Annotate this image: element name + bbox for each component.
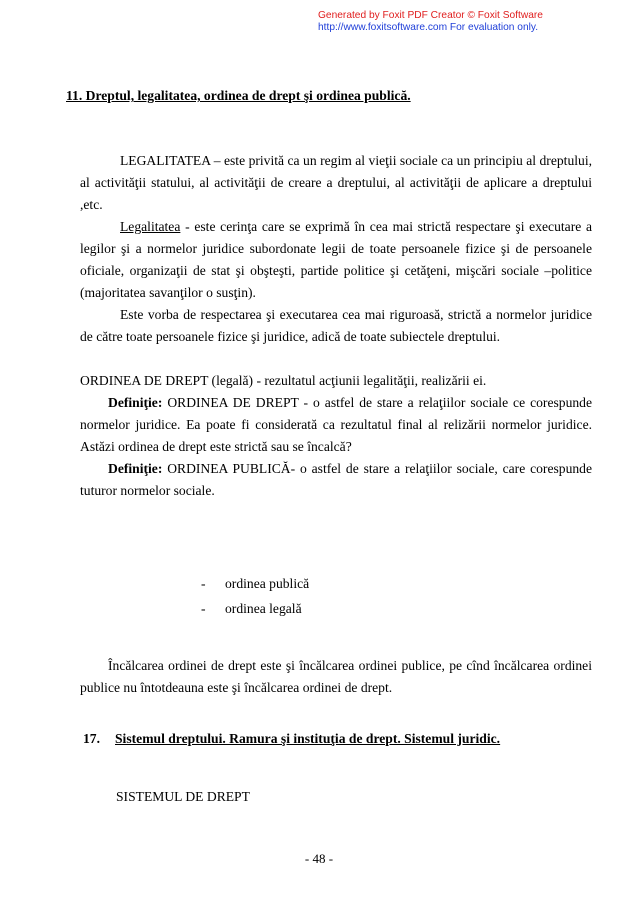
definition-label: Definiţie: xyxy=(108,395,163,410)
paragraph-respectarea: Este vorba de respectarea şi executarea cea mai riguroasă, strictă a normelor juridice de către toate persoanele fizice şi juridice, adică de toate subiectele dreptului. xyxy=(80,307,592,344)
paragraph-ordinea-de-drept: ORDINEA DE DREPT (legală) - rezultatul acţiunii legalităţii, realizării ei. xyxy=(80,373,487,388)
definition-text: ORDINEA DE DREPT - o astfel de stare a relaţiilor sociale ce corespunde normelor juridice. Ea poate fi considerată ca rezultatul final al relizării normelor juridice. Astăzi ordinea de drept este strictă sau se încalcă? xyxy=(80,395,592,454)
paragraph-incalcarea: Încălcarea ordinei de drept este şi încălcarea ordinei publice, pe cînd încălcarea ordinei publice nu întotdeauna este şi încălcarea ordinei de drept. xyxy=(80,658,592,695)
definition-ordinea-de-drept xyxy=(80,392,592,458)
section-11-heading: 11. Dreptul, legalitatea, ordinea de drept şi ordinea publică. xyxy=(66,88,411,103)
section-17-number: 17. xyxy=(83,731,100,746)
paragraph-legalitatea-intro: LEGALITATEA – este privită ca un regim al vieţii sociale ca un principiu al dreptului, al activităţii statului, al activităţii de creare a dreptului, al activităţii de aplicare a dreptului ,etc. xyxy=(80,153,592,212)
page-number: - 48 - xyxy=(304,851,334,866)
subheading-sistemul-de-drept: SISTEMUL DE DREPT xyxy=(116,789,250,804)
paragraph-legalitatea-definition-text: - este cerinţa care se exprimă în cea mai strictă respectare şi executare a legilor şi a normelor juridice subordonate legii de toate persoanele fizice şi de persoanele oficiale, organizaţii de stat şi obşteşti, partide politice şi cetăţeni, mişcări sociale –politice (majoritatea savanţilor o susţin). xyxy=(80,219,592,300)
list-item: - ordinea publică xyxy=(201,576,310,591)
definition-text: ORDINEA PUBLICĂ- o astfel de stare a relaţiilor sociale, care corespunde tuturor normelor sociale. xyxy=(80,461,592,498)
section-17-title: Sistemul dreptului. Ramura şi instituţia de drept. Sistemul juridic. xyxy=(115,731,501,746)
paragraph-legalitatea-definition xyxy=(80,216,592,304)
definition-label: Definiţie: xyxy=(108,461,163,476)
watermark-line-2: http://www.foxitsoftware.com For evaluation only. xyxy=(318,22,539,33)
definition-ordinea-publica xyxy=(80,458,592,502)
watermark-line-1: Generated by Foxit PDF Creator © Foxit Software xyxy=(318,10,543,21)
section-17-heading xyxy=(83,731,500,747)
list-item: - ordinea legală xyxy=(201,601,302,616)
term-legalitatea: Legalitatea xyxy=(120,219,181,234)
foxit-watermark xyxy=(318,10,618,34)
